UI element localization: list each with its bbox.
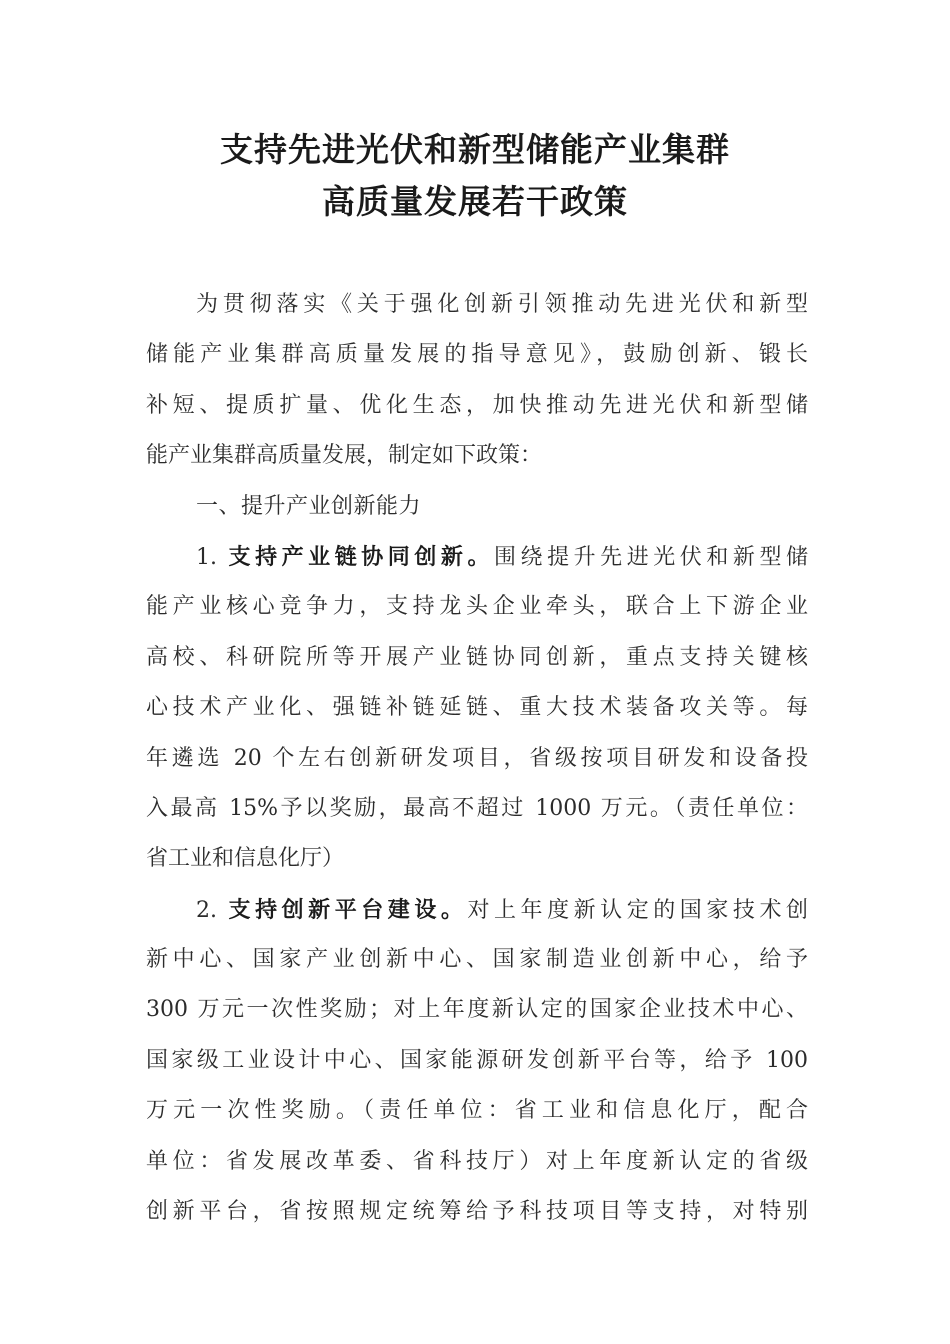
document-title-line-1: 支持先进光伏和新型储能产业集群 <box>220 130 730 169</box>
intro-paragraph-line: 补短、提质扩量、优化生态，加快推动先进光伏和新型储 <box>146 392 808 418</box>
item-2-first-line <box>146 885 808 935</box>
item-1-line: 省工业和信息化厅） <box>146 846 345 872</box>
intro-paragraph-line: 储能产业集群高质量发展的指导意见》，鼓励创新、锻长 <box>146 342 808 368</box>
item-1-line: 高校、科研院所等开展产业链协同创新，重点支持关键核 <box>146 644 808 670</box>
section-heading: 一、提升产业创新能力 <box>196 493 422 519</box>
intro-paragraph-line: 能产业集群高质量发展，制定如下政策： <box>146 443 543 469</box>
document-body <box>146 280 808 1237</box>
item-1-line: 年遴选 20 个左右创新研发项目，省级按项目研发和设备投 <box>146 745 808 771</box>
item-1-first-line <box>146 532 808 582</box>
item-1-line: 心技术产业化、强链补链延链、重大技术装备攻关等。每 <box>146 695 808 721</box>
item-1-title: 支持产业链协同创新。 <box>228 543 494 570</box>
item-1-number: 1. <box>196 544 217 570</box>
item-2-text: 对上年度新认定的国家技术创 <box>467 897 808 923</box>
item-2-number: 2. <box>196 897 217 923</box>
item-2-line: 新中心、国家产业创新中心、国家制造业创新中心，给予 <box>146 947 808 973</box>
item-2-line: 单位：省发展改革委、省科技厅）对上年度新认定的省级 <box>146 1148 808 1174</box>
item-1-line: 能产业核心竞争力，支持龙头企业牵头，联合上下游企业 <box>146 594 808 620</box>
item-2-title: 支持创新平台建设。 <box>228 896 468 923</box>
item-2-line: 万元一次性奖励。（责任单位：省工业和信息化厅，配合 <box>146 1098 808 1124</box>
item-2-line: 创新平台，省按照规定统筹给予科技项目等支持，对特别 <box>146 1199 808 1225</box>
item-2-line: 300 万元一次性奖励；对上年度新认定的国家企业技术中心、 <box>146 997 808 1023</box>
item-2-line: 国家级工业设计中心、国家能源研发创新平台等，给予 100 <box>146 1047 808 1073</box>
item-1-text: 围绕提升先进光伏和新型储 <box>494 544 808 570</box>
item-1-line: 入最高 15%予以奖励，最高不超过 1000 万元。（责任单位： <box>146 795 808 821</box>
intro-paragraph-line: 为贯彻落实《关于强化创新引领推动先进光伏和新型 <box>196 292 808 317</box>
document-title-line-2: 高质量发展若干政策 <box>322 182 628 221</box>
